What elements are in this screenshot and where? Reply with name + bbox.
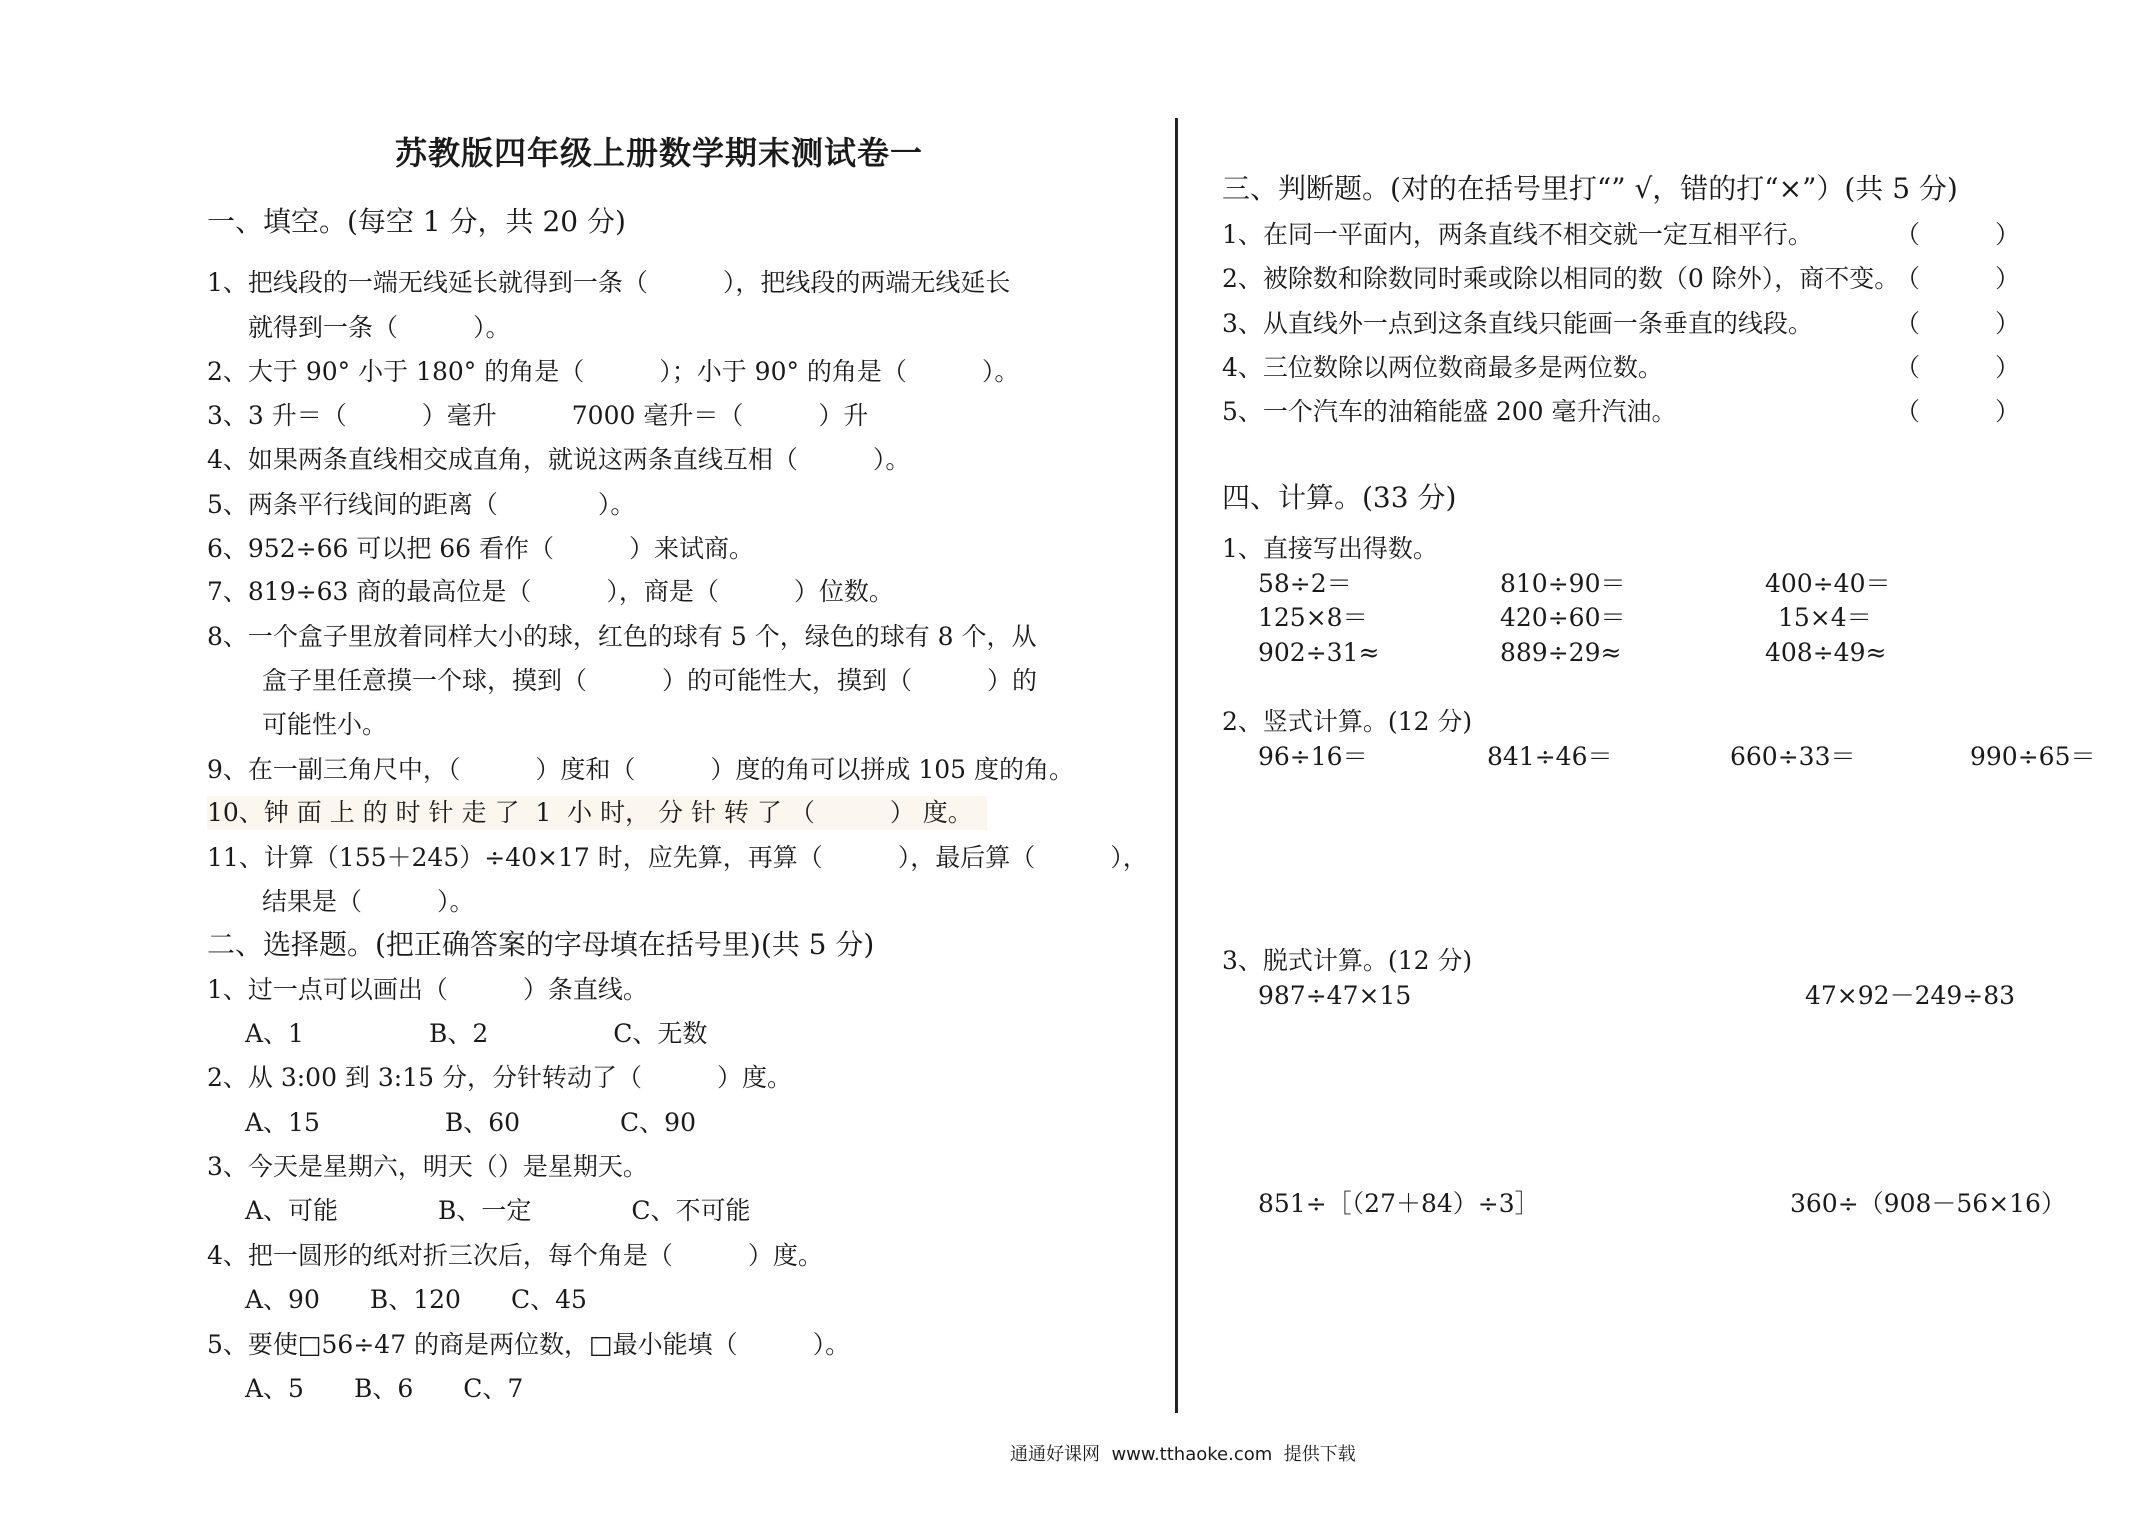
s3-q5-answer: （ ）	[1895, 397, 2021, 426]
s1-q4: 4、如果两条直线相交成直角，就说这两条直线互相（ ）。	[207, 445, 911, 474]
oral-item: 15×4＝	[1778, 603, 1872, 632]
step-item: 851÷［（27＋84）÷3］	[1258, 1189, 1540, 1218]
step-item: 360÷（908－56×16）	[1790, 1189, 2066, 1218]
oral-item: 408÷49≈	[1765, 638, 1887, 667]
oral-item: 125×8＝	[1258, 603, 1368, 632]
page-title: 苏教版四年级上册数学期末测试卷一	[395, 134, 924, 172]
section-2-heading: 二、选择题。(把正确答案的字母填在括号里)(共 5 分)	[207, 928, 875, 961]
s3-q5: 5、一个汽车的油箱能盛 200 毫升汽油。	[1222, 397, 1677, 426]
s2-q4: 4、把一圆形的纸对折三次后，每个角是（ ）度。	[207, 1241, 823, 1270]
s3-q2-answer: （ ）	[1895, 264, 2021, 293]
s3-q1: 1、在同一平面内，两条直线不相交就一定互相平行。	[1222, 220, 1813, 249]
section-1-heading: 一、填空。(每空 1 分，共 20 分)	[207, 205, 626, 238]
vertical-item: 660÷33＝	[1730, 742, 1856, 771]
s4-part1-heading: 1、直接写出得数。	[1222, 534, 1438, 563]
s3-q4: 4、三位数除以两位数商最多是两位数。	[1222, 353, 1663, 382]
s1-q10: 10、钟 面 上 的 时 针 走 了 1 小 时， 分 针 转 了 （ ） 度。	[207, 796, 987, 830]
s1-q1-line2: 就得到一条（ ）。	[248, 313, 511, 342]
section-3-heading: 三、判断题。(对的在括号里打“” √，错的打“×”）(共 5 分)	[1222, 172, 1958, 205]
s3-q1-answer: （ ）	[1895, 220, 2021, 249]
s2-q1-options: A、1 B、2 C、无数	[245, 1019, 708, 1048]
vertical-item: 841÷46＝	[1487, 742, 1613, 771]
s3-q2: 2、被除数和除数同时乘或除以相同的数（0 除外），商不变。	[1222, 264, 1900, 293]
s2-q5-options: A、5 B、6 C、7	[245, 1374, 524, 1403]
s1-q1-line1: 1、把线段的一端无线延长就得到一条（ ），把线段的两端无线延长	[207, 268, 1011, 297]
oral-item: 889÷29≈	[1500, 638, 1622, 667]
oral-item: 420÷60＝	[1500, 603, 1626, 632]
s1-q8-line2: 盒子里任意摸一个球，摸到（ ）的可能性大，摸到（ ）的	[262, 666, 1038, 695]
oral-item: 400÷40＝	[1765, 569, 1891, 598]
s2-q5: 5、要使□56÷47 的商是两位数，□最小能填（ ）。	[207, 1330, 851, 1359]
s2-q1: 1、过一点可以画出（ ）条直线。	[207, 975, 648, 1004]
s3-q3: 3、从直线外一点到这条直线只能画一条垂直的线段。	[1222, 309, 1813, 338]
oral-item: 58÷2＝	[1258, 569, 1352, 598]
step-item: 987÷47×15	[1258, 981, 1412, 1010]
footer-credit: 通通好课网 www.tthaoke.com 提供下载	[1010, 1444, 1356, 1465]
s4-part2-heading: 2、竖式计算。(12 分)	[1222, 707, 1473, 736]
s2-q3: 3、今天是星期六，明天（）是星期天。	[207, 1152, 648, 1181]
step-item: 47×92－249÷83	[1805, 981, 2016, 1010]
s2-q2-options: A、15 B、60 C、90	[245, 1108, 696, 1137]
vertical-item: 990÷65＝	[1970, 742, 2096, 771]
s2-q4-options: A、90 B、120 C、45	[245, 1285, 587, 1314]
s4-part3-heading: 3、脱式计算。(12 分)	[1222, 946, 1473, 975]
oral-item: 810÷90＝	[1500, 569, 1626, 598]
s1-q9: 9、在一副三角尺中，（ ）度和（ ）度的角可以拼成 105 度的角。	[207, 755, 1075, 784]
s1-q8-line3: 可能性小。	[262, 710, 388, 739]
vertical-item: 96÷16＝	[1258, 742, 1368, 771]
s3-q4-answer: （ ）	[1895, 353, 2021, 382]
s1-q7: 7、819÷63 商的最高位是（ ），商是（ ）位数。	[207, 577, 894, 606]
s1-q2: 2、大于 90° 小于 180° 的角是（ ）；小于 90° 的角是（ ）。	[207, 357, 1020, 386]
s1-q6: 6、952÷66 可以把 66 看作（ ）来试商。	[207, 534, 755, 563]
s1-q11-line2: 结果是（ ）。	[262, 887, 475, 916]
s1-q3: 3、3 升＝（ ）毫升 7000 毫升＝（ ）升	[207, 401, 869, 430]
s2-q2: 2、从 3:00 到 3:15 分，分针转动了（ ）度。	[207, 1063, 792, 1092]
s1-q11-line1: 11、计算（155＋245）÷40×17 时，应先算，再算（ ），最后算（ ），	[207, 843, 1148, 872]
s1-q8-line1: 8、一个盒子里放着同样大小的球，红色的球有 5 个，绿色的球有 8 个，从	[207, 622, 1037, 651]
oral-item: 902÷31≈	[1258, 638, 1380, 667]
s1-q5: 5、两条平行线间的距离（ ）。	[207, 490, 636, 519]
s2-q3-options: A、可能 B、一定 C、不可能	[245, 1196, 751, 1225]
s3-q3-answer: （ ）	[1895, 309, 2021, 338]
section-4-heading: 四、计算。(33 分)	[1222, 481, 1457, 514]
column-divider	[1175, 118, 1178, 1413]
